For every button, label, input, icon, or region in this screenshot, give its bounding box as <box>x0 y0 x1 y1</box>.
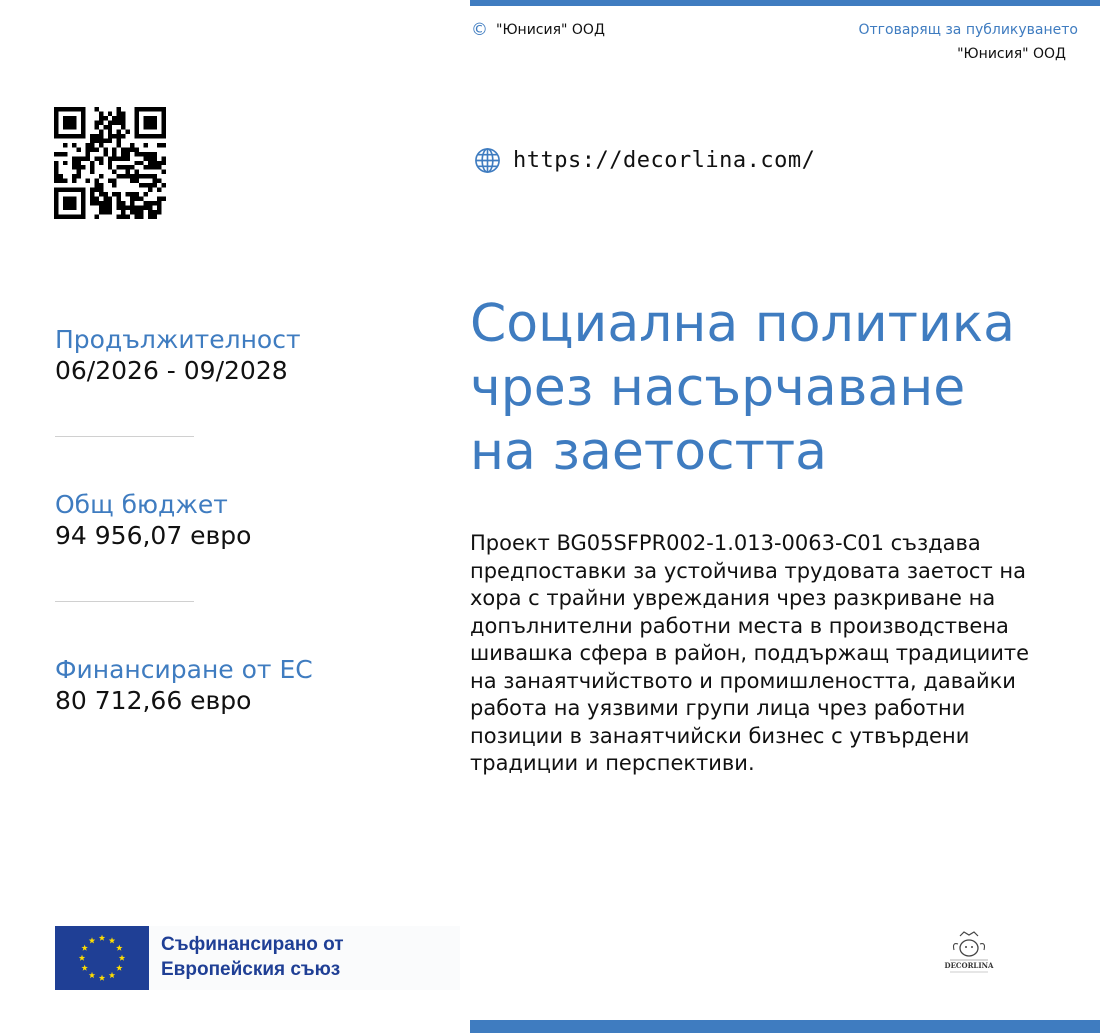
website-url[interactable]: https://decorlina.com/ <box>513 148 816 173</box>
logo-wordmark: DECORLINA <box>944 961 994 970</box>
eu-star <box>109 972 115 978</box>
eu-star <box>99 975 105 981</box>
globe-icon <box>474 147 501 174</box>
eu-star <box>89 972 95 978</box>
bottom-accent-bar <box>470 1020 1100 1033</box>
top-accent-bar <box>470 0 1100 6</box>
publisher-label: Отговарящ за публикуването <box>858 22 1078 38</box>
project-description: Проект BG05SFPR002-1.013-0063-C01 създава предпоставки за устойчива трудовата заетост на хора с трайни увреждания чрез разкриване на допълнителни работни места в производствена шивашка сфера в район, поддържащ традициите на занаятчийството и промишлеността, давайки работа на уязвими групи лица чрез работни позиции в занаятчийски бизнес с утвърдени традиции и перспективи. <box>470 531 1030 775</box>
eu-star <box>81 945 87 951</box>
eu-star <box>99 935 105 941</box>
eu-text-line: Съфинансирано от <box>161 934 344 955</box>
decorlina-logo <box>940 930 998 978</box>
page-title <box>470 292 1070 484</box>
website-link[interactable] <box>474 147 815 174</box>
title-line: Социална политика <box>470 294 1016 354</box>
eu-star <box>109 937 115 943</box>
eu-funding-value: 80 712,66 евро <box>55 686 252 715</box>
eu-star <box>119 955 125 961</box>
budget-value: 94 956,07 евро <box>55 521 252 550</box>
qr-code[interactable] <box>54 107 166 219</box>
eu-funding-label: Финансиране от ЕС <box>55 655 313 684</box>
copyright-notice <box>471 20 605 40</box>
eu-star <box>81 965 87 971</box>
eu-star <box>89 937 95 943</box>
title-line: чрез насърчаване <box>470 358 966 418</box>
duration-label: Продължителност <box>55 325 301 354</box>
divider <box>55 436 194 437</box>
eu-flag-icon <box>55 926 149 990</box>
divider <box>55 601 194 602</box>
budget-label: Общ бюджет <box>55 490 228 519</box>
eu-star <box>116 945 122 951</box>
eu-star <box>116 965 122 971</box>
eu-cofunding-banner <box>55 926 460 990</box>
copyright-text: "Юнисия" ООД <box>496 22 605 38</box>
title-line: на заетостта <box>470 422 828 482</box>
eu-star <box>79 955 85 961</box>
copyright-icon: © <box>471 20 488 40</box>
eu-text-line: Европейския съюз <box>161 959 341 980</box>
duration-value: 06/2026 - 09/2028 <box>55 356 288 385</box>
publisher-name: "Юнисия" ООД <box>957 46 1066 62</box>
